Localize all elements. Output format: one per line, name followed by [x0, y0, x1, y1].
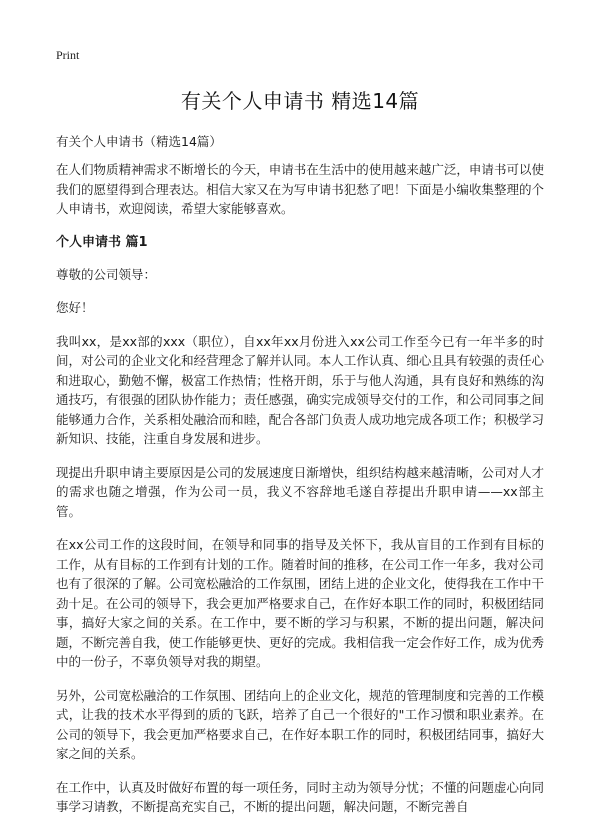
body-paragraph: 我叫xx，是xx部的xxx（职位），自xx年xx月份进入xx公司工作至今已有一年半多的时间，对公司的企业文化和经营理念了解并认同。本人工作认真、细心且具有较强的责任心和进取心，勤勉不懈，极富工作热情；性格开朗，乐于与他人沟通，具有良好和熟练的沟通技巧，有很强的团队协作能力；责任感强，确实完成领导交付的工作，和公司同事之间能够通力合作，关系相处融洽而和睦，配合各部门负责人成功地完成各项工作；积极学习新知识、技能，注重自身发展和进步。	[56, 333, 544, 446]
body-paragraph: 另外，公司宽松融洽的工作氛围、团结向上的企业文化，规范的管理制度和完善的工作模式，让我的技术水平得到的质的飞跃，培养了自己一个很好的"工作习惯和职业素养。在公司的领导下，我会更加严格要求自己，在作好本职工作的同时，积极团结同事，搞好大家之间的关系。	[56, 687, 544, 761]
salutation: 尊敬的公司领导：	[56, 266, 157, 282]
greeting: 您好！	[56, 300, 94, 315]
intro-paragraph: 在人们物质精神需求不断增长的今天，申请书在生活中的使用越来越广泛，申请书可以使我们的愿望得到合理表达。相信大家又在为写申请书犯愁了吧！下面是小编收集整理的个人申请书，欢迎阅读，希望大家能够喜欢。	[56, 162, 544, 216]
print-link[interactable]: Print	[56, 48, 80, 62]
body-paragraph: 在xx公司工作的这段时间，在领导和同事的指导及关怀下，我从盲目的工作到有目标的工作，从有目标的工作到有计划的工作。随着时间的推移，在公司工作一年多，我对公司也有了很深的了解。公司宽松融洽的工作氛围，团结上进的企业文化，使得我在工作中干劲十足。在公司的领导下，我会更加严格要求自己，在作好本职工作的同时，积极团结同事，搞好大家之间的关系。在工作中，要不断的学习与积累，不断的提出问题，解决问题，不断完善自我，使工作能够更快、更好的完成。我相信我一定会作好工作，成为优秀中的一份子，不辜负领导对我的期望。	[56, 537, 544, 669]
document-subtitle: 有关个人申请书（精选14篇）	[56, 134, 222, 149]
section-heading: 个人申请书 篇1	[56, 234, 148, 250]
body-paragraph: 在工作中，认真及时做好布置的每一项任务，同时主动为领导分忧；不懂的问题虚心向同事学习请教，不断提高充实自己，不断的提出问题，解决问题，不断完善自	[56, 779, 544, 814]
body-paragraph: 现提出升职申请主要原因是公司的发展速度日渐增快，组织结构越来越清晰，公司对人才的需求也随之增强，作为公司一员，我义不容辞地毛遂自荐提出升职申请——xx部主管。	[56, 464, 544, 519]
page-title: 有关个人申请书 精选14篇	[180, 89, 420, 113]
